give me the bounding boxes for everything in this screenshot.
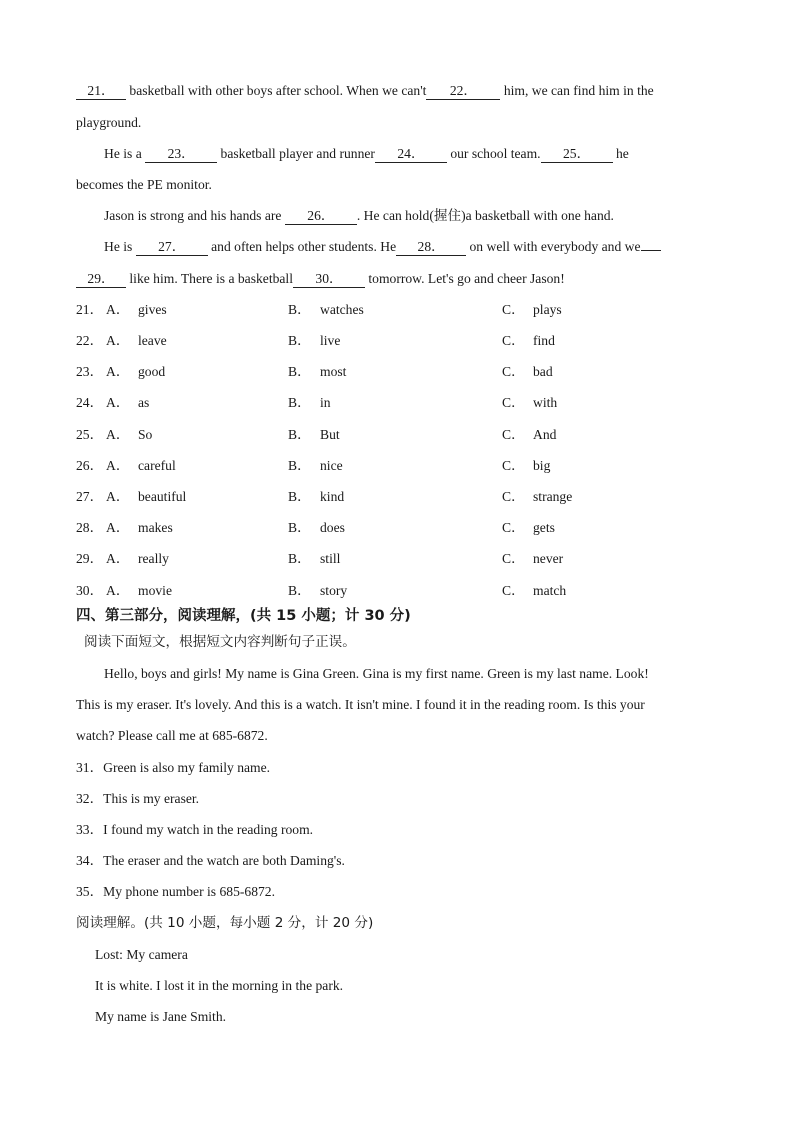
option-c[interactable]: with <box>533 395 558 410</box>
blank-30: 30． <box>293 271 365 288</box>
passage-line: playground. <box>76 115 142 130</box>
option-a[interactable]: gives <box>138 302 167 317</box>
passage-text: and often helps other students. He <box>207 239 397 254</box>
passage-text: Jason is strong and his hands are <box>104 208 285 223</box>
option-letter-b: B． <box>288 364 311 379</box>
option-row <box>76 425 716 445</box>
passage-text: He is a <box>104 146 146 161</box>
question-number: 21． <box>76 302 104 317</box>
option-letter-c: C． <box>502 458 525 473</box>
option-row <box>76 300 716 320</box>
passage-line: watch? Please call me at 685-6872. <box>76 728 268 743</box>
option-letter-a: A． <box>106 364 130 379</box>
passage-line <box>104 237 744 257</box>
option-b[interactable]: nice <box>320 458 343 473</box>
passage-text: He is <box>104 239 136 254</box>
question-number: 28． <box>76 520 104 535</box>
option-letter-a: A． <box>106 302 130 317</box>
option-b[interactable]: still <box>320 551 341 566</box>
option-letter-a: A． <box>106 551 130 566</box>
option-b[interactable]: story <box>320 583 348 598</box>
option-letter-a: A． <box>106 583 130 598</box>
option-letter-c: C． <box>502 333 525 348</box>
passage-text: like him. There is a basketball <box>126 271 293 286</box>
option-a[interactable]: leave <box>138 333 167 348</box>
passage-text: he <box>612 146 629 161</box>
statement-item: 31．Green is also my family name. <box>76 760 271 775</box>
option-row <box>76 362 716 382</box>
passage-line: This is my eraser. It's lovely. And this is a watch. It isn't mine. I found it in the reading room. Is this your <box>76 697 645 712</box>
blank-21: 21． <box>76 83 126 100</box>
option-a[interactable]: makes <box>138 520 173 535</box>
option-letter-a: A． <box>106 458 130 473</box>
question-number: 30． <box>76 583 104 598</box>
option-c[interactable]: gets <box>533 520 555 535</box>
passage-text: him, we can find him in the <box>500 83 654 98</box>
option-row <box>76 456 716 476</box>
option-a[interactable]: careful <box>138 458 176 473</box>
option-row <box>76 518 716 538</box>
option-b[interactable]: in <box>320 395 331 410</box>
question-number: 22． <box>76 333 104 348</box>
chinese-gloss: 握住 <box>433 208 462 224</box>
option-letter-a: A． <box>106 333 130 348</box>
question-number: 23． <box>76 364 104 379</box>
option-letter-b: B． <box>288 583 311 598</box>
option-b[interactable]: kind <box>320 489 345 504</box>
option-letter-a: A． <box>106 520 130 535</box>
question-number: 27． <box>76 489 104 504</box>
option-letter-b: B． <box>288 458 311 473</box>
blank-24: 24． <box>375 146 447 163</box>
passage-line: becomes the PE monitor. <box>76 177 212 192</box>
question-number: 29． <box>76 551 104 566</box>
option-letter-b: B． <box>288 489 311 504</box>
option-row <box>76 331 716 351</box>
option-a[interactable]: good <box>138 364 166 379</box>
blank-26: 26． <box>285 208 357 225</box>
option-letter-b: B． <box>288 520 311 535</box>
option-letter-c: C． <box>502 489 525 504</box>
passage-text: . He can hold( <box>356 208 434 223</box>
passage-text: on well with everybody and we <box>466 239 641 254</box>
option-a[interactable]: really <box>138 551 169 566</box>
option-letter-c: C． <box>502 551 525 566</box>
passage-text: basketball player and runner <box>217 146 375 161</box>
passage-line <box>104 206 744 226</box>
option-c[interactable]: And <box>533 427 557 442</box>
option-letter-c: C． <box>502 520 525 535</box>
passage-text: )a basketball with one hand. <box>461 208 614 223</box>
passage-line <box>76 81 716 101</box>
option-c[interactable]: match <box>533 583 567 598</box>
passage-text: tomorrow. Let's go and cheer Jason! <box>364 271 565 286</box>
section-heading: 四、第三部分，阅读理解，(共 15 小题；计 30 分) <box>76 608 411 624</box>
option-c[interactable]: never <box>533 551 564 566</box>
option-letter-b: B． <box>288 302 311 317</box>
passage-text: our school team. <box>446 146 541 161</box>
passage-line <box>104 144 744 164</box>
section-instruction: 阅读下面短文，根据短文内容判断句子正误。 <box>84 634 356 650</box>
question-number: 25． <box>76 427 104 442</box>
blank-trailing <box>641 250 661 251</box>
option-a[interactable]: movie <box>138 583 172 598</box>
option-letter-b: B． <box>288 551 311 566</box>
statement-item: 35．My phone number is 685-6872. <box>76 884 275 899</box>
option-row <box>76 393 716 413</box>
option-b[interactable]: does <box>320 520 345 535</box>
passage-line <box>76 269 716 289</box>
option-b[interactable]: live <box>320 333 341 348</box>
statement-item: 34．The eraser and the watch are both Daming's. <box>76 853 345 868</box>
option-letter-c: C． <box>502 427 525 442</box>
passage-text: basketball with other boys after school. When we can't <box>126 83 427 98</box>
option-letter-c: C． <box>502 395 525 410</box>
option-b[interactable]: But <box>320 427 340 442</box>
option-letter-c: C． <box>502 583 525 598</box>
option-row <box>76 581 716 601</box>
option-row <box>76 549 716 569</box>
option-a[interactable]: beautiful <box>138 489 187 504</box>
option-c[interactable]: big <box>533 458 551 473</box>
statement-item: 32．This is my eraser. <box>76 791 200 806</box>
option-letter-a: A． <box>106 489 130 504</box>
option-letter-b: B． <box>288 395 311 410</box>
option-a[interactable]: as <box>138 395 150 410</box>
blank-25: 25． <box>541 146 613 163</box>
blank-29: 29． <box>76 271 126 288</box>
statement-item: 33．I found my watch in the reading room. <box>76 822 314 837</box>
blank-22: 22． <box>426 83 500 100</box>
question-number: 24． <box>76 395 104 410</box>
option-c[interactable]: strange <box>533 489 573 504</box>
notice-line: Lost: My camera <box>95 947 188 962</box>
option-letter-b: B． <box>288 427 311 442</box>
option-letter-a: A． <box>106 427 130 442</box>
option-c[interactable]: plays <box>533 302 562 317</box>
option-letter-b: B． <box>288 333 311 348</box>
notice-line: It is white. I lost it in the morning in the park. <box>95 978 344 993</box>
question-number: 26． <box>76 458 104 473</box>
notice-line: My name is Jane Smith. <box>95 1009 227 1024</box>
option-c[interactable]: bad <box>533 364 553 379</box>
section-heading: 阅读理解。(共 10 小题，每小题 2 分，计 20 分) <box>76 915 374 931</box>
option-a[interactable]: So <box>138 427 153 442</box>
option-c[interactable]: find <box>533 333 555 348</box>
passage-line: Hello, boys and girls! My name is Gina Green. Gina is my first name. Green is my last name. Look! <box>104 666 649 681</box>
blank-27: 27． <box>136 239 208 256</box>
option-letter-a: A． <box>106 395 130 410</box>
blank-23: 23． <box>145 146 217 163</box>
option-letter-c: C． <box>502 302 525 317</box>
option-letter-c: C． <box>502 364 525 379</box>
blank-28: 28． <box>396 239 466 256</box>
option-b[interactable]: most <box>320 364 347 379</box>
option-row <box>76 487 716 507</box>
option-b[interactable]: watches <box>320 302 364 317</box>
